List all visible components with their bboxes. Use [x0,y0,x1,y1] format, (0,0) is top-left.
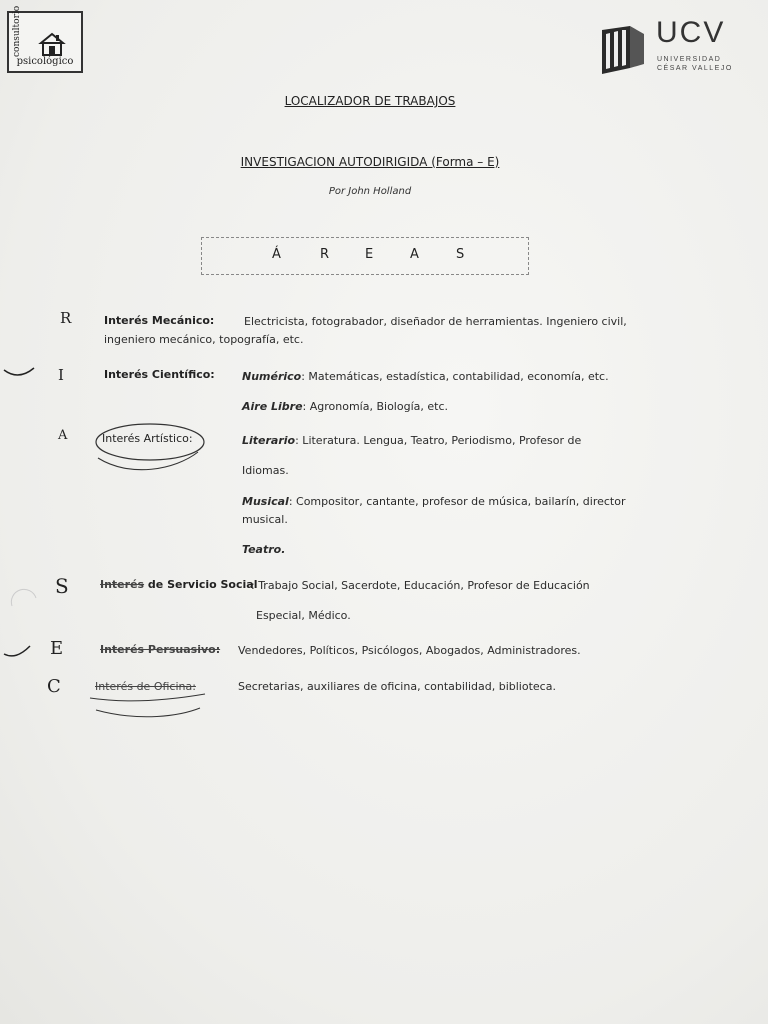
areas-letter: S [456,247,465,262]
areas-letter: E [365,247,374,262]
punch-hole-mark [11,589,36,606]
oficina-text: Secretarias, auxiliares de oficina, contabilidad, biblioteca. [238,680,556,693]
teatro-key: Teatro. [242,543,286,556]
artistico-musical [242,495,626,508]
mecanico-line-1: Electricista, fotograbador, diseñador de herramientas. Ingeniero civil, [244,315,627,328]
persuasivo-text: Vendedores, Políticos, Psicólogos, Abogados, Administradores. [238,644,581,657]
artistico-underline-mark [98,452,198,470]
row-letter-e: E [50,638,64,659]
row-letter-r: R [60,309,72,327]
logo-vertical-text: consultorio [12,5,22,57]
author-line: Por John Holland [328,186,412,197]
oficina-scribble-2 [96,708,200,717]
row-letter-i: I [58,366,64,384]
consultorio-psicologico-logo [7,5,83,73]
literario-key: Literario [242,434,296,447]
areas-letter: R [320,247,330,262]
label-interes-cientifico: Interés Científico: [104,368,215,381]
literario-text: : Literatura. Lengua, Teatro, Periodismo, Profesor de [295,434,582,447]
artistico-teatro [242,543,285,556]
house-icon [37,31,67,57]
aire-libre-key: Aire Libre [242,400,303,413]
label-interes-artistico: Interés Artístico: [102,432,193,445]
cientifico-aire-libre [242,400,448,413]
label-servicio-social [100,578,257,591]
areas-letter: Á [272,247,281,262]
areas-banner [201,237,529,275]
ucv-subtitle-1: UNIVERSIDAD [657,56,722,63]
ucv-emblem-icon [600,24,646,76]
musical-text: : Compositor, cantante, profesor de música, bailarín, director [288,495,626,508]
label-interes-oficina: Interés de Oficina: [95,680,196,693]
row-letter-c: C [47,676,61,697]
label-interes-persuasivo: Interés Persuasivo: [100,643,221,656]
mecanico-line-2: ingeniero mecánico, topografía, etc. [104,333,304,346]
tick-mark-i [4,368,34,375]
literario-line-2: Idiomas. [242,464,289,477]
row-letter-a: A [58,428,68,443]
sub-title: INVESTIGACION AUTODIRIGIDA (Forma – E) [240,155,500,169]
oficina-scribble-1 [90,694,205,701]
artistico-literario [242,434,581,447]
aire-libre-text: : Agronomía, Biología, etc. [302,400,448,413]
numerico-key: Numérico [242,370,302,383]
label-interes-mecanico: Interés Mecánico: [104,314,215,327]
ucv-name: UCV [656,16,726,49]
label-prefix-struck: Interés [100,578,145,591]
logo-bottom-text: psicológico [16,56,74,67]
tick-mark-e [4,646,30,656]
musical-key: Musical [242,495,289,508]
numerico-text: : Matemáticas, estadística, contabilidad, economía, etc. [301,370,609,383]
musical-line-2: musical. [242,513,288,526]
ucv-subtitle-2: CÉSAR VALLEJO [657,65,733,72]
areas-letter: A [410,247,419,262]
servicio-line-1: : Trabajo Social, Sacerdote, Educación, Profesor de Educación [251,579,590,592]
row-letter-s: S [55,574,69,598]
cientifico-numerico [242,370,609,383]
label-servicio-social-text: de Servicio Social [147,578,258,591]
servicio-line-2: Especial, Médico. [256,609,351,622]
main-title: LOCALIZADOR DE TRABAJOS [284,94,456,108]
